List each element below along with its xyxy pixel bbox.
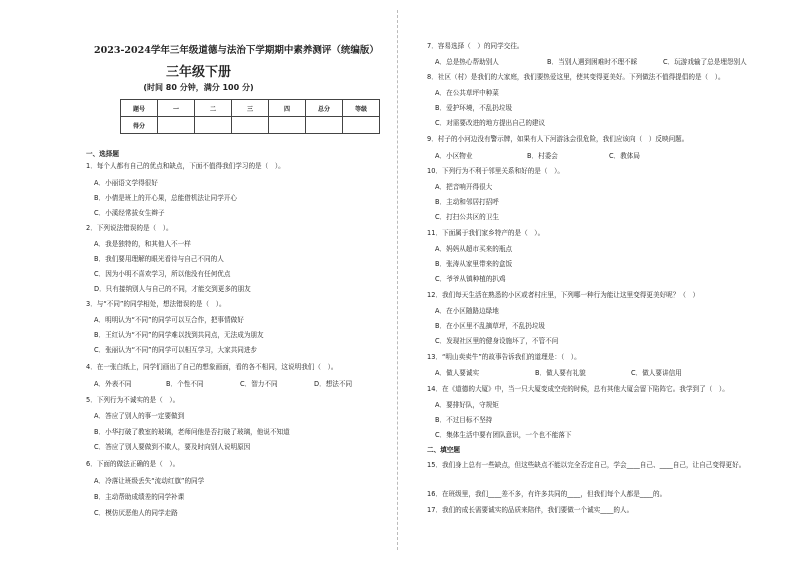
score-table-header: 等级 (343, 100, 380, 117)
question-text: 9．村子的小河边没有警示牌，如果有人下河游泳会很危险，我们应该向（ ）反映问题。 (427, 135, 689, 143)
question-text: 2．下列说法错误的是（ ）。 (86, 224, 173, 232)
option-text: C．智力不同 (240, 380, 278, 388)
question-text: 10．下列行为不利于邻里关系和好的是（ ）。 (427, 167, 564, 175)
option-text: C．玩游戏输了总是埋怨别人 (663, 58, 747, 66)
option-text: C．小溪经常拔女生辫子 (94, 209, 165, 217)
option-text: D．只有接纳别人与自己的不同，才能交到更多的朋友 (94, 285, 251, 293)
option-text: C．集体生活中要有团队意识，一个也不能落下 (435, 431, 572, 439)
option-text: A．妈妈从超市买来的瓶点 (435, 245, 513, 253)
score-table-header: 三 (232, 100, 269, 117)
question-text: 11．下面属于我们家乡特产的是（ ）。 (427, 229, 545, 237)
option-text: B．在小区里不乱摘草坪，不乱扔垃圾 (435, 322, 546, 330)
score-cell (306, 117, 343, 134)
question-text: 5．下列行为不诚实的是（ ）。 (86, 396, 180, 404)
option-text: B．村委会 (527, 152, 558, 160)
option-text: A．在公共草坪中种菜 (435, 89, 499, 97)
option-text: A．冷落让班级丢失“流动红旗”的同学 (94, 477, 205, 485)
option-text: C．因为小明不喜欢学习，所以他没有任何优点 (94, 270, 231, 278)
option-text: A．总是热心帮助别人 (435, 58, 499, 66)
score-table-score-row (121, 117, 380, 134)
question-text: 13．“明山卖卖牛”的故事告诉我们的道理是：（ ）。 (427, 353, 581, 361)
question-text: 17．我们的成长需要诚实的品质来陪伴，我们要做一个诚实____的人。 (427, 506, 634, 514)
option-text: C．张丽认为“不同”的同学可以相互学习，大家共同进步 (94, 346, 258, 354)
question-text: 1．每个人都有自己的优点和缺点，下面不值得我们学习的是（ ）。 (86, 162, 285, 170)
option-text: B．个性不同 (166, 380, 204, 388)
question-text: 4．在一张白纸上，同学们画出了自己的想象画面，看的各不相同，这说明我们（ ）。 (86, 363, 338, 371)
option-text: A．要排好队，守规矩 (435, 401, 499, 409)
score-table (120, 99, 380, 134)
option-text: A．外表不同 (94, 380, 132, 388)
score-table-header: 总分 (306, 100, 343, 117)
option-text: C．答应了别人要做到不欺人，要及时向别人说明原因 (94, 443, 251, 451)
option-text: C．打扫公共区的卫生 (435, 213, 499, 221)
option-text: C．发现社区里的健身设施坏了，不管不问 (435, 337, 559, 345)
score-table-header: 一 (158, 100, 195, 117)
option-text: A．小区物业 (435, 152, 473, 160)
score-cell (269, 117, 306, 134)
option-text: A．我是独特的，和其他人不一样 (94, 240, 191, 248)
option-text: D．想法不同 (314, 380, 353, 388)
option-text: B．爱护环境，不乱扔垃圾 (435, 104, 513, 112)
option-text: B．不过目标不坚持 (435, 416, 493, 424)
question-text: 6．下面的做法正确的是（ ）。 (86, 460, 180, 468)
option-text: B．小华打破了教室的玻璃，老师问他是否打破了玻璃，他说不知道 (94, 428, 290, 436)
score-cell (343, 117, 380, 134)
question-text: 14．在《道德的大厦》中，当一只大厦变成空壳的时候，总有其他大厦会留下陷阵它。我学到了（ ）。 (427, 385, 729, 393)
score-row-label: 得分 (121, 117, 158, 134)
option-text: C．模仿厌恶他人的同学走路 (94, 509, 178, 517)
option-text: B．主动和邻居打招呼 (435, 198, 499, 206)
exam-subtitle: 三年级下册 (165, 65, 231, 80)
question-text: 8．社区（村）是我们的大家庭，我们要热爱这里，使其变得更美好。下列做法不值得提倡的是（ ）。 (427, 73, 725, 81)
option-text: B．王红认为“不同”的同学难以找到共同点，无法成为朋友 (94, 331, 264, 339)
exam-title: 2023-2024学年三年级道德与法治下学期期中素养测评（统编版） (94, 45, 379, 56)
score-table-header: 二 (195, 100, 232, 117)
option-text: B．张涛从家里带来的盒饭 (435, 260, 513, 268)
score-cell (232, 117, 269, 134)
option-text: A．明明认为“不同”的同学可以互合作，把事情做好 (94, 316, 244, 324)
option-text: A．把音响开得很大 (435, 183, 493, 191)
option-text: B．做人要有礼貌 (535, 369, 586, 377)
option-text: C．做人要讲信用 (631, 369, 682, 377)
question-text: 3．与“不同”的同学相处，想法错误的是（ ）。 (86, 300, 226, 308)
option-text: B．小倩是班上的开心果，总能借机法让同学开心 (94, 194, 237, 202)
option-text: C．对需要改进的地方提出自己的建议 (435, 119, 546, 127)
option-text: C．爷爷从镇种植的扒鸡 (435, 275, 506, 283)
option-text: B．主动帮助成绩差的同学补课 (94, 493, 185, 501)
score-table-header: 题号 (121, 100, 158, 117)
score-cell (195, 117, 232, 134)
question-text: 15．我们身上总有一些缺点，但这些缺点不能以完全否定自己，学会____自己、____自己，让自己变得更好。 (427, 461, 746, 469)
option-text: A．答应了别人的事一定要做到 (94, 412, 185, 420)
option-text: B．当别人遇到困难时不理不睬 (547, 58, 638, 66)
score-table-header-row (121, 100, 380, 117)
option-text: B．我们要用理解的眼光看待与自己不同的人 (94, 255, 224, 263)
option-text: A．在小区随路边绿地 (435, 307, 499, 315)
score-table-header: 四 (269, 100, 306, 117)
option-text: C．教体局 (609, 152, 640, 160)
section-heading: 二、填空题 (427, 446, 460, 454)
column-divider (397, 10, 398, 550)
section-heading: 一、选择题 (86, 150, 119, 158)
option-text: A．小丽语文学得很好 (94, 179, 158, 187)
question-text: 7．容易选择（ ）的同学交往。 (427, 42, 524, 50)
exam-meta: (时间 80 分钟，满分 100 分) (143, 83, 254, 92)
option-text: A．做人要诚实 (435, 369, 480, 377)
question-text: 16．在班级里，我们____差不多，有许多共同的____，但我们每个人都是____的。 (427, 490, 667, 498)
question-text: 12．我们每天生活在熟悉的小区或者村庄里，下列哪一种行为能让这里变得更美好呢？（ ） (427, 291, 700, 299)
score-cell (158, 117, 195, 134)
